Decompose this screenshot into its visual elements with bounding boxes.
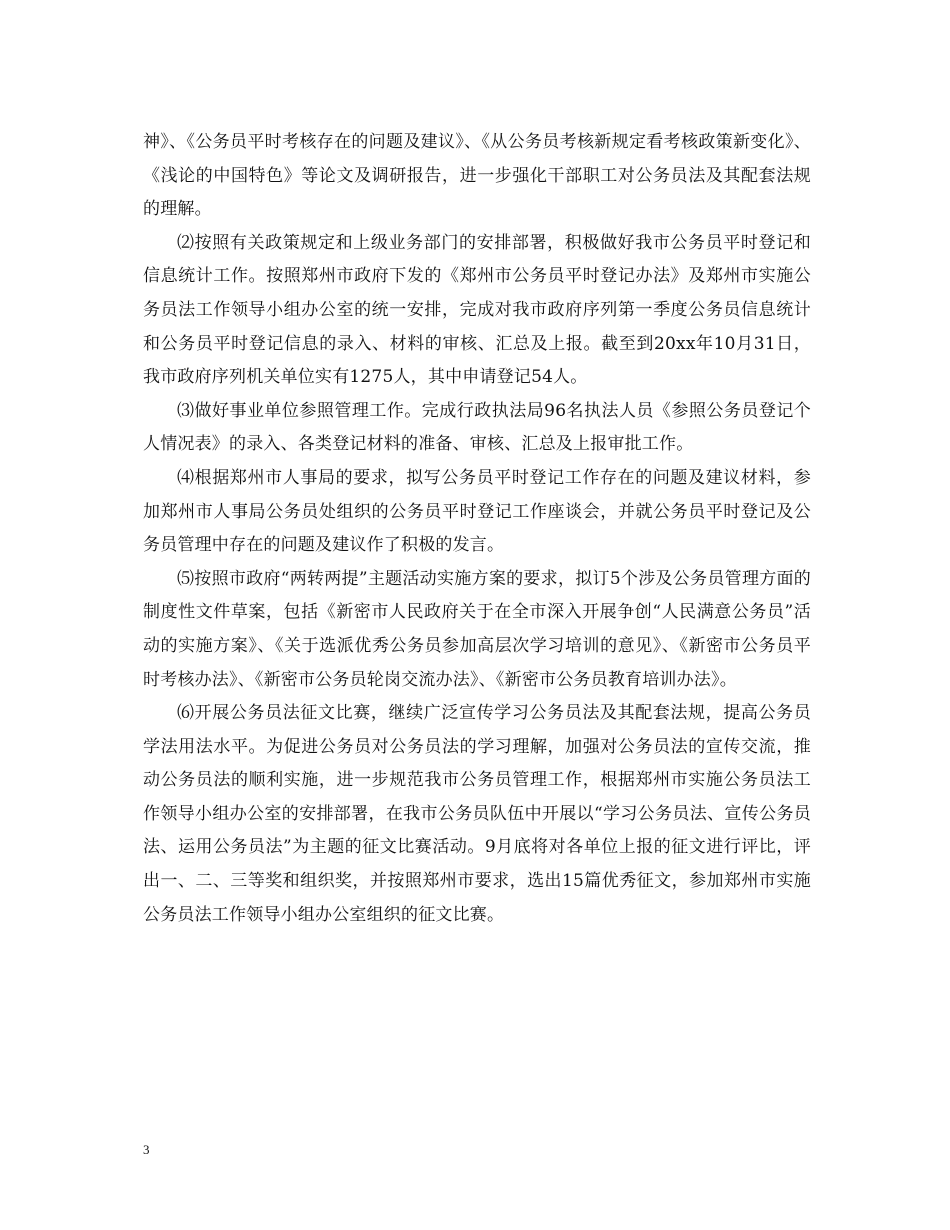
paragraph-item-4: ⑷根据郑州市人事局的要求，拟写公务员平时登记工作存在的问题及建议材料，参加郑州市人事局公务员处组织的公务员平时登记工作座谈会，并就公务员平时登记及公务员管理中存在的问题及建议作了积极的发言。 [143,467,811,556]
paragraph-item-6: ⑹开展公务员法征文比赛，继续广泛宣传学习公务员法及其配套法规，提高公务员学法用法水平。为促进公务员对公务员法的学习理解，加强对公务员法的宣传交流，推动公务员法的顺利实施，进一步规范我市公务员管理工作，根据郑州市实施公务员法工作领导小组办公室的安排部署，在我市公务员队伍中开展以“学习公务员法、宣传公务员法、运用公务员法”为主题的征文比赛活动。9月底将对各单位上报的征文进行评比，评出一、二、三等奖和组织奖，并按照郑州市要求，选出15篇优秀征文，参加郑州市实施公务员法工作领导小组办公室组织的征文比赛。 [143,703,811,925]
paragraph-item-5: ⑸按照市政府“两转两提”主题活动实施方案的要求，拟订5个涉及公务员管理方面的制度性文件草案，包括《新密市人民政府关于在全市深入开展争创“人民满意公务员”活动的实施方案》、《关于选派优秀公务员参加高层次学习培训的意见》、《新密市公务员平时考核办法》、《新密市公务员轮岗交流办法》、《新密市公务员教育培训办法》。 [143,568,811,690]
page-number: 3 [143,1142,150,1157]
document-body [143,126,811,932]
paragraph-continuation: 神》、《公务员平时考核存在的问题及建议》、《从公务员考核新规定看考核政策新变化》、《浅论的中国特色》等论文及调研报告，进一步强化干部职工对公务员法及其配套法规的理解。 [143,132,811,220]
paragraph-item-3: ⑶做好事业单位参照管理工作。完成行政执法局96名执法人员《参照公务员登记个人情况表》的录入、各类登记材料的准备、审核、汇总及上报审批工作。 [143,400,811,455]
paragraph-item-2: ⑵按照有关政策规定和上级业务部门的安排部署，积极做好我市公务员平时登记和信息统计工作。按照郑州市政府下发的《郑州市公务员平时登记办法》及郑州市实施公务员法工作领导小组办公室的统一安排，完成对我市政府序列第一季度公务员信息统计和公务员平时登记信息的录入、材料的审核、汇总及上报。截至到20xx年10月31日，我市政府序列机关单位实有1275人，其中申请登记54人。 [143,232,811,388]
